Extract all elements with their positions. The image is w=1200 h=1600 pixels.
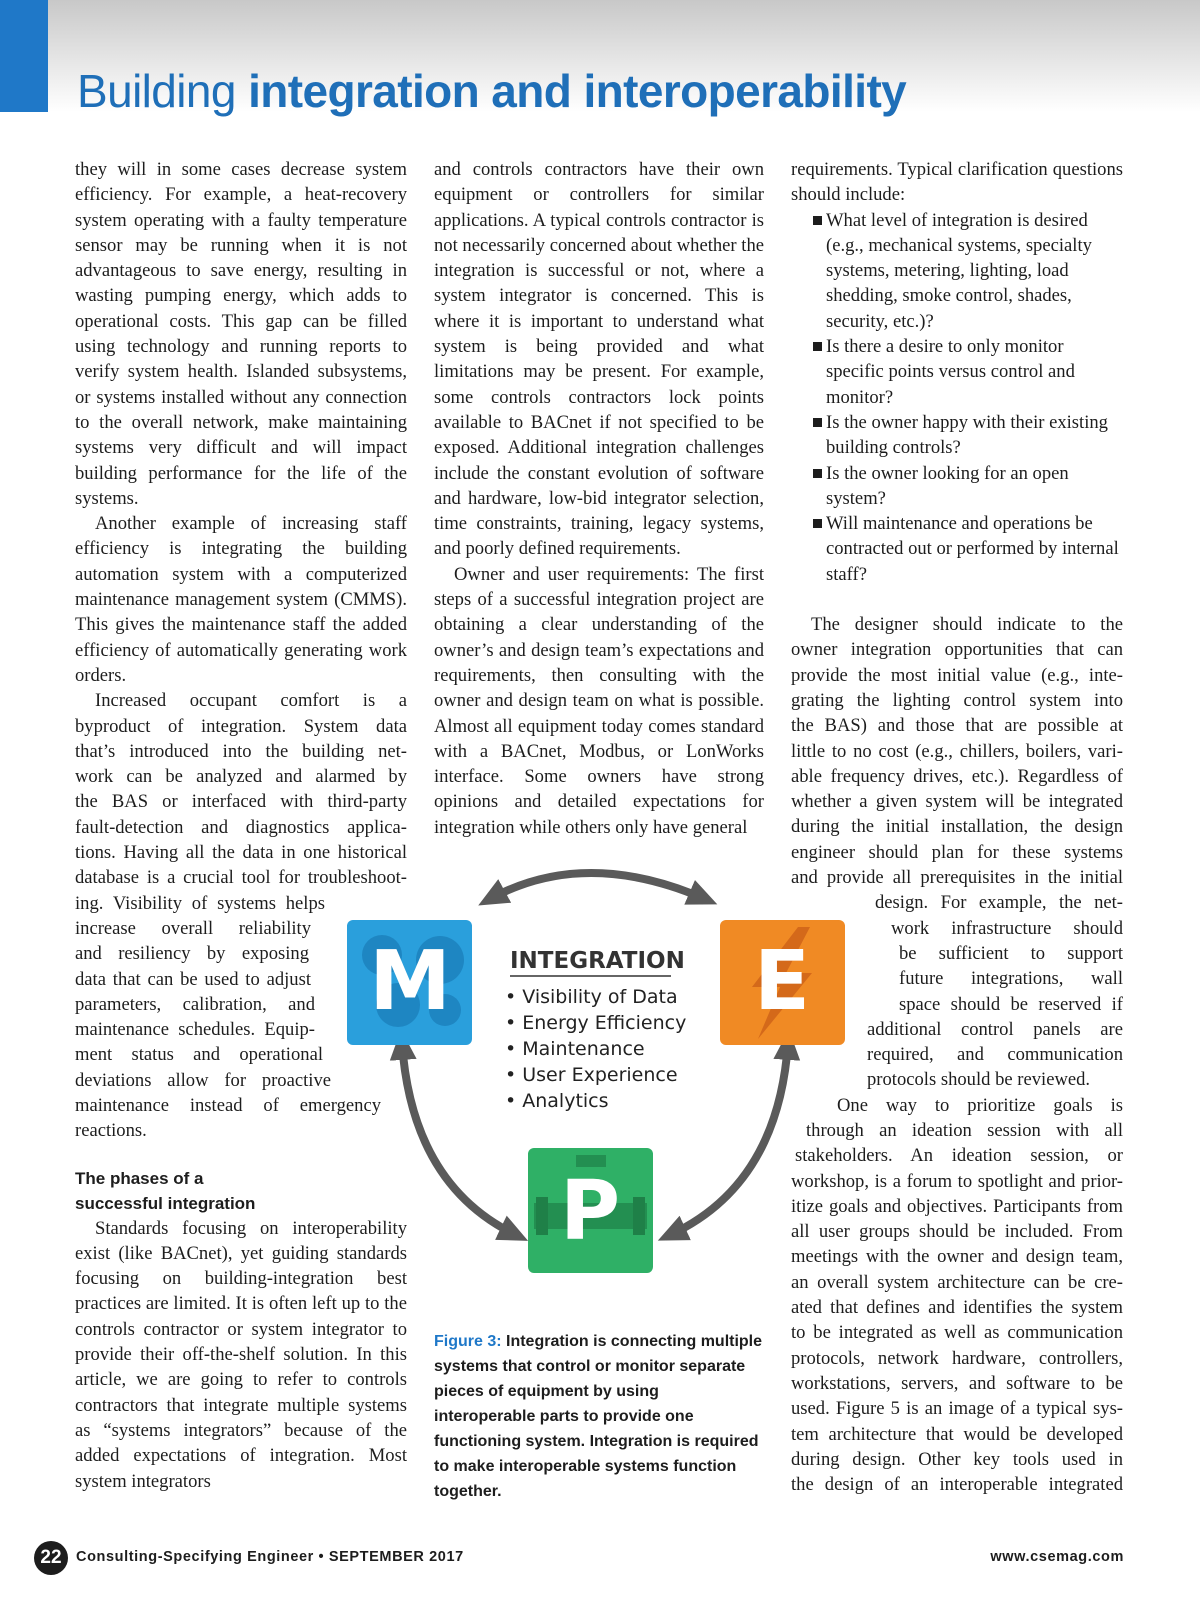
- text-line: database is a crucial tool for troubleshoot-: [75, 867, 407, 889]
- footer: [34, 1541, 1124, 1577]
- figure-caption: Figure 3: Integration is connecting multiple systems that control or monitor separate pieces of equipment by using interoperable parts to provide one functioning system. Integration is required to make interoperable systems function together.: [434, 1333, 763, 1500]
- p-letter: P: [559, 1164, 621, 1259]
- text-line: Increased occupant comfort is a: [95, 690, 407, 712]
- text-line: deviations allow for proactive: [75, 1069, 331, 1091]
- list-item: Is the owner happy with their existing building controls?: [791, 410, 1123, 461]
- publication-line: Consulting-Specifying Engineer • SEPTEMBER 2017: [76, 1549, 464, 1565]
- text-line: owner integration opportunities that can: [791, 639, 1123, 661]
- e-letter: E: [753, 934, 811, 1029]
- text-line: during the initial installation, the design: [791, 816, 1123, 838]
- text-line: tem architecture that would be developed: [791, 1423, 1123, 1445]
- text-line: ing. Visibility of systems helps: [75, 892, 325, 914]
- list-item: Is the owner looking for an open system?: [791, 461, 1123, 512]
- text-line: stakeholders. An ideation session, or: [795, 1145, 1123, 1167]
- text-line: One way to prioritize goals is: [837, 1094, 1123, 1116]
- benefit-item: • Visibility of Data: [505, 986, 678, 1008]
- text-line: additional control panels are: [867, 1018, 1123, 1040]
- text-line: the design of an interoperable integrated: [791, 1474, 1123, 1496]
- column-2: [434, 157, 764, 840]
- text-line: workstations, servers, and software to be: [791, 1372, 1123, 1394]
- text-line: data that can be used to adjust: [75, 968, 311, 990]
- text-line: ment status and operational: [75, 1044, 323, 1066]
- question-list: [791, 208, 1123, 587]
- text-line: required, and communication: [867, 1044, 1123, 1066]
- text-line: future integrations, wall: [899, 968, 1123, 990]
- benefit-item: • Energy Efficiency: [505, 1012, 687, 1034]
- text-line: itize goals and objectives. Participants from: [791, 1195, 1123, 1217]
- text-line: work can be analyzed and alarmed by: [75, 766, 407, 788]
- text-line: tions. Having all the data in one historical: [75, 842, 407, 864]
- text-line: work infrastructure should: [891, 917, 1123, 939]
- text-line: space should be reserved if: [899, 993, 1123, 1015]
- text-line: to be integrated as well as communication: [791, 1322, 1123, 1344]
- text-line: protocols should be reviewed.: [867, 1069, 1091, 1091]
- paragraph: requirements. Typical clarification questions should include:: [791, 159, 1123, 206]
- page-title: Building integration and interoperability: [77, 65, 907, 117]
- paragraph: they will in some cases decrease system efficiency. For example, a heat-recovery system operating with a faulty temperature sensor may be running when it is not advantageous to save energy, resulting in wasting pumping energy, which adds to operational costs. This gap can be filled using technology and running reports to verify system health. Islanded subsystems, or systems installed without any connection to the overall network, make maintaining systems very difficult and will impact building performance for the life of the systems.: [75, 159, 407, 509]
- text-line: byproduct of integration. System data: [75, 715, 407, 737]
- paragraph: Another example of increasing staff efficiency is integrating the building automation system with a computerized maintenance management system (CMMS). This gives the maintenance staff the added efficiency of automatically generating work orders.: [75, 513, 407, 686]
- text-line: the BAS) and those that are possible at: [791, 715, 1123, 737]
- section-tab: [0, 0, 48, 112]
- arrow-m-e: [490, 873, 705, 899]
- bullet-square-icon: [813, 418, 822, 427]
- text-line: workshop, is a forum to spotlight and prior-: [791, 1170, 1123, 1192]
- text-line: ated that defines and identifies the system: [791, 1297, 1123, 1319]
- text-line: little to no cost (e.g., chillers, boilers, vari-: [791, 740, 1123, 762]
- text-line: be sufficient to support: [899, 942, 1123, 964]
- text-line: reactions.: [75, 1120, 147, 1142]
- integration-heading: INTEGRATION: [510, 948, 685, 974]
- arrow-m-p: [402, 1043, 516, 1235]
- text-line: provide the most initial value (e.g., inte-: [791, 664, 1123, 686]
- text-line: able frequency drives, etc.). Regardless of: [791, 765, 1123, 787]
- text-line: grating the lighting control system into: [791, 689, 1123, 711]
- text-line: that’s introduced into the building net-: [75, 740, 407, 762]
- bullet-square-icon: [813, 216, 822, 225]
- plumbing-box: [528, 1148, 653, 1273]
- text-line: used. Figure 5 is an image of a typical sys-: [791, 1398, 1123, 1420]
- text-line: and resiliency by exposing: [75, 943, 309, 965]
- page-number: 22: [34, 1541, 68, 1575]
- text-line: whether a given system will be integrated: [791, 791, 1123, 813]
- bullet-square-icon: [813, 342, 822, 351]
- list-item: What level of integration is desired (e.g., mechanical systems, specialty systems, metering, lighting, load shedding, smoke control, shades, security, etc.)?: [791, 208, 1123, 334]
- benefit-item: • User Experience: [505, 1064, 678, 1086]
- text-line: the BAS or interfaced with third-party: [75, 791, 407, 813]
- benefit-item: • Analytics: [505, 1090, 609, 1112]
- website-url: www.csemag.com: [990, 1549, 1124, 1565]
- section-heading: The phases of a successful integration: [75, 1168, 256, 1213]
- paragraph: Standards focusing on interoperability exist (like BACnet), yet guiding standards focusing on building-integration best practices are limited. It is often left up to the controls contractor or system integrator to provide their off-the-shelf solution. In this article, we are going to refer to controls contractors that integrate multiple systems as “systems integrators” because of the added expectations of integration. Most system integrators: [75, 1217, 407, 1492]
- paragraph: and controls contractors have their own equipment or controllers for similar applications. A typical controls contractor is not necessarily concerned about whether the integration is successful or not, where a system integrator is concerned. This is where it is important to understand what system is being provided and what limitations may be present. For example, some controls contractors lock points available to BACnet if not specified to be exposed. Additional integration challenges include the constant evolution of software and hardware, low-bid integrator selection, time constraints, training, legacy systems, and poorly defined requirements.: [434, 159, 764, 560]
- list-item: Is there a desire to only monitor specific points versus control and monitor?: [791, 334, 1123, 410]
- text-line: The designer should indicate to the: [811, 614, 1123, 636]
- text-line: fault-detection and diagnostics applica-: [75, 816, 407, 838]
- benefit-item: • Maintenance: [505, 1038, 645, 1060]
- bullet-square-icon: [813, 469, 822, 478]
- text-line: during design. Other key tools used in: [791, 1448, 1123, 1470]
- text-line: meetings with the owner and design team,: [791, 1246, 1123, 1268]
- text-line: increase overall reliability: [75, 917, 311, 939]
- text-line: and provide all prerequisites in the initial: [791, 867, 1123, 889]
- electrical-box: [720, 920, 845, 1045]
- text-line: engineer should plan for these systems: [791, 841, 1123, 863]
- list-item: Will maintenance and operations be contracted out or performed by internal staff?: [791, 511, 1123, 587]
- text-line: all user groups should be included. From: [791, 1221, 1123, 1243]
- mechanical-box: [347, 920, 472, 1045]
- text-line: through an ideation session with all: [806, 1119, 1123, 1141]
- text-line: maintenance schedules. Equip-: [75, 1019, 315, 1041]
- text-line: parameters, calibration, and: [75, 993, 315, 1015]
- arrow-e-p: [670, 1043, 788, 1235]
- text-line: protocols, network hardware, controllers,: [791, 1347, 1123, 1369]
- m-letter: M: [369, 934, 451, 1029]
- text-line: an overall system architecture can be cre-: [791, 1271, 1123, 1293]
- text-line: design. For example, the net-: [875, 892, 1123, 914]
- integration-diagram: [340, 855, 870, 1325]
- text-line: maintenance instead of emergency: [75, 1094, 381, 1116]
- figure-label: Figure 3:: [434, 1333, 502, 1350]
- paragraph: Owner and user requirements: The first steps of a successful integration project are obtaining a clear understanding of the owner’s and design team’s expectations and requirements, then consulting with the owner and design team on what is possible. Almost all equipment today comes standard with a BACnet, Modbus, or LonWorks interface. Some owners have strong opinions and detailed expectations for integration while others only have general: [434, 563, 764, 838]
- bullet-square-icon: [813, 519, 822, 528]
